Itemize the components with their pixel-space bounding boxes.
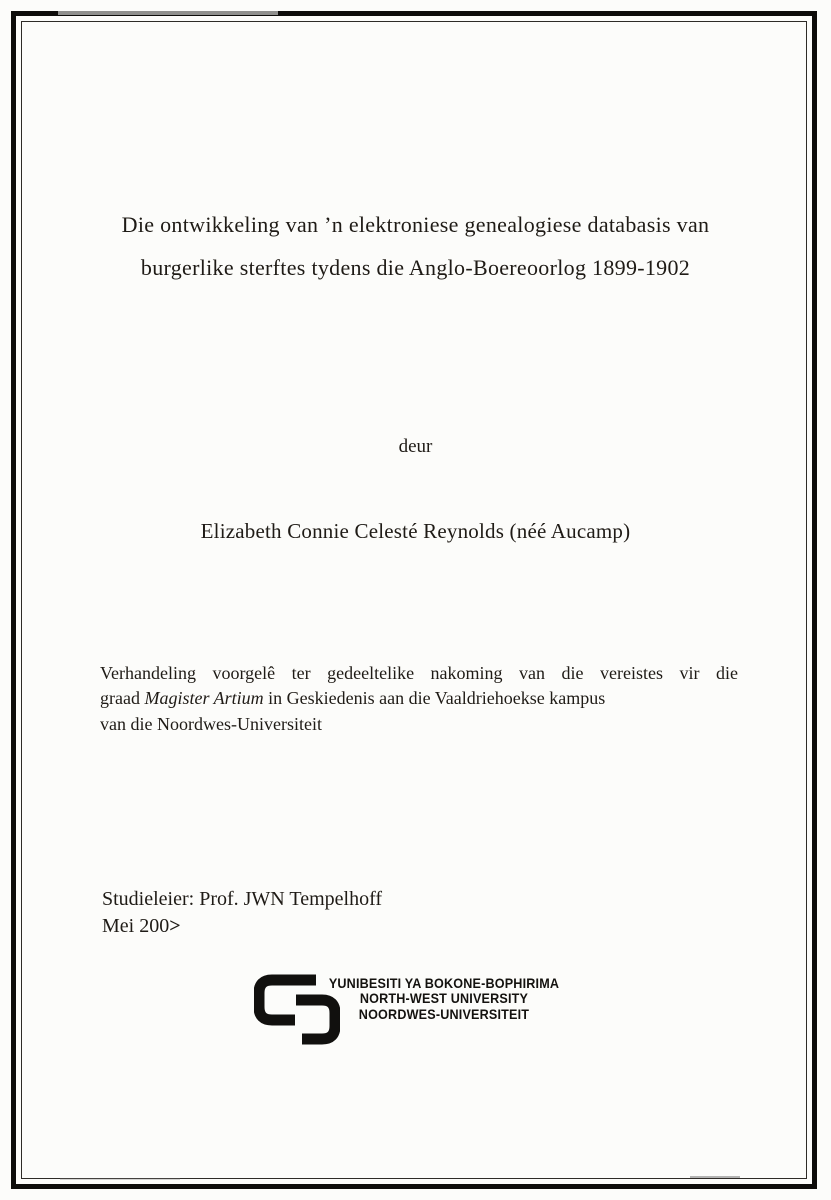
date-text: Mei 200: [102, 915, 170, 937]
logo-line-afrikaans: NOORDWES-UNIVERSITEIT: [358, 1005, 530, 1022]
thesis-title-line-2: burgerlike sterftes tydens die Anglo-Boereoorlog 1899-1902: [140, 255, 691, 280]
logo-line-setswana: YUNIBESITI YA BOKONE-BOPHIRIMA: [328, 975, 560, 991]
degree-statement-line-2-pre: graad: [100, 688, 145, 709]
date-line: [102, 913, 382, 940]
thesis-title: [50, 203, 781, 289]
byline-deur: deur: [398, 436, 433, 457]
logo-line-english: NORTH-WEST UNIVERSITY: [359, 990, 529, 1007]
credits-block: [102, 886, 382, 940]
degree-statement-line-3: van die Noordwes-Universiteit: [100, 713, 322, 734]
thesis-title-line-1: Die ontwikkeling van ’n elektroniese genealogiese databasis van: [121, 212, 710, 237]
supervisor-line: Studieleier: Prof. JWN Tempelhoff: [102, 888, 383, 910]
degree-name-italic: Magister Artium: [144, 688, 264, 709]
degree-statement: [100, 661, 738, 737]
university-logo-text: [318, 976, 570, 1022]
degree-statement-line-2: [100, 686, 738, 711]
author-name: Elizabeth Connie Celesté Reynolds (néé Aucamp): [200, 519, 631, 543]
date-last-digit-glyph: >: [169, 915, 181, 937]
degree-statement-line-2-post: in Geskiedenis aan die Vaaldriehoekse kampus: [263, 688, 606, 709]
degree-statement-line-1: Verhandeling voorgelê ter gedeeltelike nakoming van die vereistes vir die: [100, 663, 738, 683]
